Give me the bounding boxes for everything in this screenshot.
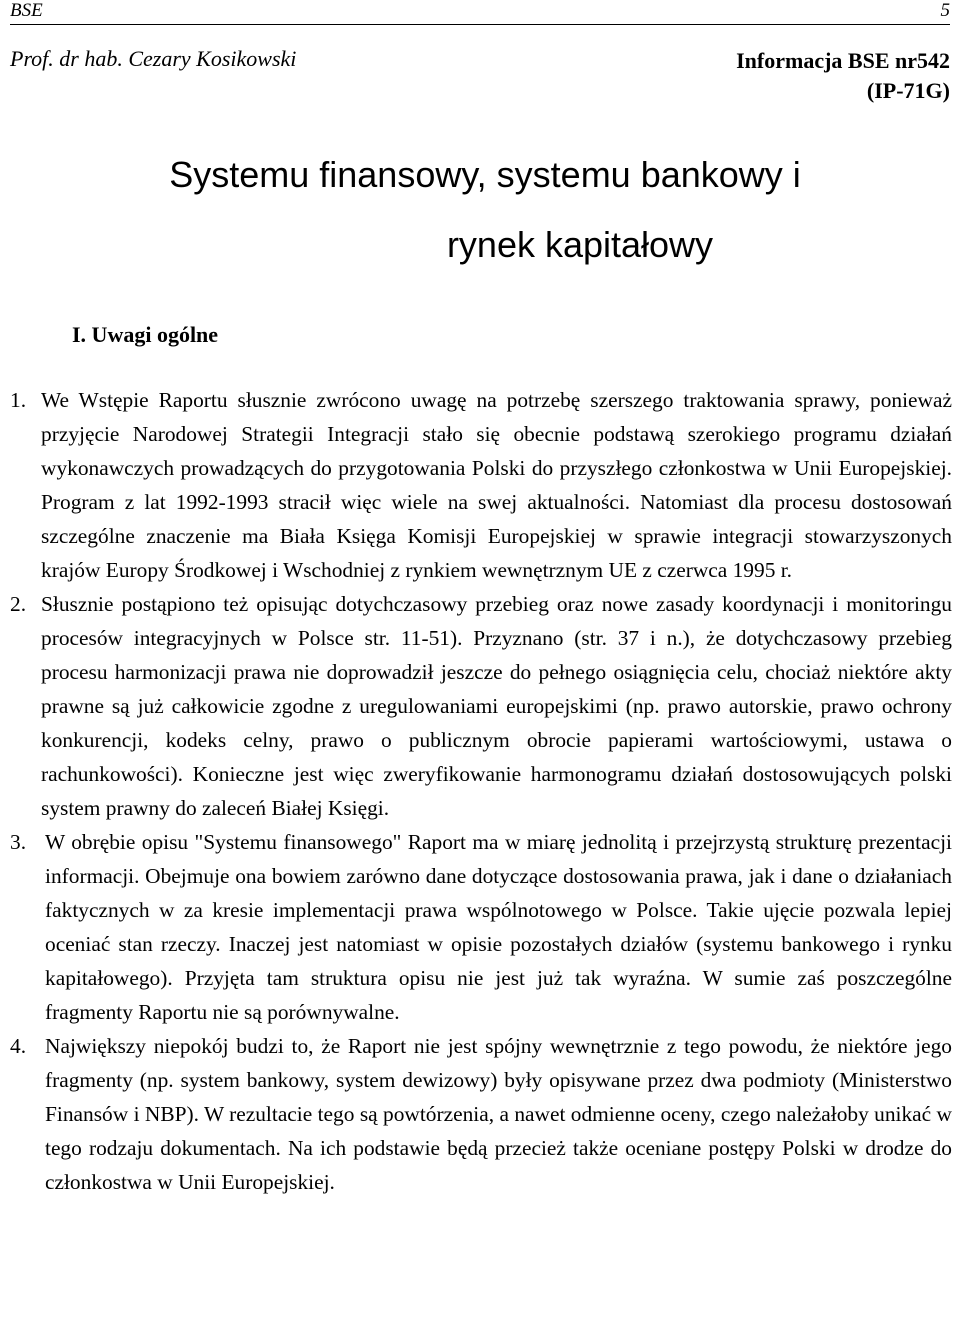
item-text: Słusznie postąpiono też opisując dotychczasowy przebieg oraz nowe zasady koordynacji i monitoringu procesów integracyjnych w Polsce str. 11-51). Przyznano (str. 37 i n.), że dotychczasowy przebieg procesu harmonizacji prawa nie doprowadził jeszcze do pełnego osiągnięcia celu, chociaż niektóre akty prawne są już całkowicie zgodne z uregulowaniami europejskimi (np. prawo autorskie, prawo ochrony konkurencji, kodeks celny, prawo o publicznym obrocie papierami wartościowymi, ustawa o rachunkowości). Konieczne jest więc zweryfikowanie harmonogramu działań dostosowujących polski system prawny do zaleceń Białej Księgi. — [41, 592, 952, 820]
document-body — [10, 383, 952, 1199]
list-item — [10, 383, 952, 587]
item-number: 4. — [10, 1034, 27, 1058]
list-item — [10, 825, 952, 1029]
title-line-1: Systemu finansowy, systemu bankowy i — [169, 154, 801, 195]
document-title — [0, 140, 960, 280]
author-name: Prof. dr hab. Cezary Kosikowski — [10, 46, 297, 71]
info-number: Informacja BSE nr542 — [736, 48, 950, 73]
title-line-2: rynek kapitałowy — [446, 224, 714, 265]
running-header — [10, 0, 950, 25]
page-number: 5 — [940, 0, 950, 21]
info-code: (IP-71G) — [866, 78, 950, 103]
list-item — [10, 587, 952, 825]
item-number: 1. — [10, 388, 27, 412]
item-text: Największy niepokój budzi to, że Raport nie jest spójny wewnętrznie z tego powodu, że niektóre jego fragmenty (np. system bankowy, system dewizowy) były opisywane przez dwa podmioty (Ministerstwo Finansów i NBP). W rezultacie tego są powtórzenia, a nawet odmienne oceny, czego należałoby unikać w tego rodzaju dokumentach. Na ich podstawie będą przecież także oceniane postępy Polski w drodze do członkostwa w Unii Europejskiej. — [45, 1034, 952, 1194]
section-heading: I. Uwagi ogólne — [72, 322, 219, 347]
header-left-label: BSE — [10, 0, 43, 21]
item-number: 2. — [10, 592, 27, 616]
item-text: We Wstępie Raportu słusznie zwrócono uwagę na potrzebę szerszego traktowania sprawy, ponieważ przyjęcie Narodowej Strategii Integracji stało się obecnie podstawą szerokiego programu działań wykonawczych prowadzących do przygotowania Polski do przyszłego członkostwa w Unii Europejskiej. Program z lat 1992-1993 stracił więc wiele na swej aktualności. Natomiast dla procesu dostosowań szczególne znaczenie ma Biała Księga Komisji Europejskiej w sprawie integracji stowarzyszonych krajów Europy Środkowej i Wschodniej z rynkiem wewnętrznym UE z czerwca 1995 r. — [41, 388, 952, 582]
list-item — [10, 1029, 952, 1199]
item-number: 3. — [10, 830, 27, 854]
info-block — [736, 46, 950, 106]
item-text: W obrębie opisu "Systemu finansowego" Raport ma w miarę jednolitą i przejrzystą strukturę prezentacji informacji. Obejmuje ona bowiem zarówno dane dotyczące dostosowania prawa, jak i dane o działaniach faktycznych w za kresie implementacji prawa wspólnotowego w Polsce. Takie ujęcie pozwala lepiej oceniać stan rzeczy. Inaczej jest natomiast w opisie pozostałych działów (systemu bankowego i rynku kapitałowego). Przyjęta tam struktura opisu nie jest już tak wyraźna. W sumie zaś poszczególne fragmenty Raportu nie są porównywalne. — [45, 830, 952, 1024]
